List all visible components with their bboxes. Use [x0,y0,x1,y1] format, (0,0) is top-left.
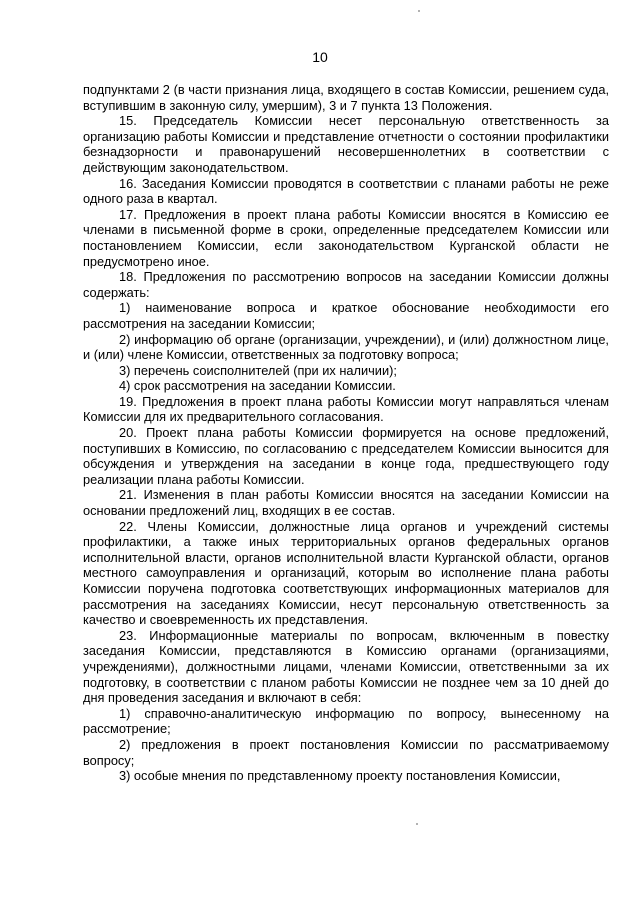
paragraph-continuation: подпунктами 2 (в части признания лица, входящего в состав Комиссии, решением суда, вступившим в законную силу, умершим), 3 и 7 пункта 13 Положения. [83,82,609,113]
paragraph-22: 22. Члены Комиссии, должностные лица органов и учреждений системы профилактики, а также иных территориальных органов федеральных органов исполнительной власти, органов исполнительной власти Курганской области, органов местного самоуправления и организаций, которым во исполнение плана работы Комиссии поручена подготовка соответствующих информационных материалов для рассмотрения на заседаниях Комиссии, несут персональную ответственность за качество и своевременность их представления. [83,518,609,628]
paragraph-23-item-2: 2) предложения в проект постановления Комиссии по рассматриваемому вопросу; [83,736,609,768]
paragraph-21: 21. Изменения в план работы Комиссии вносятся на заседании Комиссии на основании предложений лиц, входящих в ее состав. [83,487,609,519]
paragraph-16: 16. Заседания Комиссии проводятся в соответствии с планами работы не реже одного раза в квартал. [83,175,609,207]
paragraph-18: 18. Предложения по рассмотрению вопросов на заседании Комиссии должны содержать: [83,269,609,300]
paragraph-23-item-1: 1) справочно-аналитическую информацию по вопросу, вынесенному на рассмотрение; [83,705,609,737]
scan-speck [416,823,418,825]
paragraph-19: 19. Предложения в проект плана работы Комиссии могут направляться членам Комиссии для их предварительного согласования. [83,393,609,425]
paragraph-15: 15. Председатель Комиссии несет персональную ответственность за организацию работы Комиссии и представление отчетности о состоянии профилактики безнадзорности и правонарушений несовершеннолетних в соответствии с действующим законодательством. [83,113,609,175]
paragraph-18-item-4: 4) срок рассмотрения на заседании Комиссии. [119,378,396,394]
paragraph-17: 17. Предложения в проект плана работы Комиссии вносятся в Комиссию ее членами в письменной форме в сроки, определенные председателем Комиссии или постановлением Комиссии, если законодательством Курганской области не предусмотрено иное. [83,206,609,269]
document-body [83,82,609,784]
paragraph-18-item-2: 2) информацию об органе (организации, учреждении), и (или) должностном лице, и (или) члене Комиссии, ответственных за подготовку вопроса; [83,331,609,363]
paragraph-23-item-3: 3) особые мнения по представленному проекту постановления Комиссии, [119,768,561,784]
page-number: 10 [312,49,328,65]
scan-speck [418,10,420,12]
paragraph-18-item-1: 1) наименование вопроса и краткое обоснование необходимости его рассмотрения на заседании Комиссии; [83,300,609,331]
paragraph-23: 23. Информационные материалы по вопросам, включенным в повестку заседания Комиссии, представляются в Комиссию органами (организациями, учреждениями), должностными лицами, членами Комиссии, ответственными за их подготовку, в соответствии с планом работы Комиссии не позднее чем за 10 дней до дня проведения заседания и включают в себя: [83,627,609,706]
paragraph-18-item-3: 3) перечень соисполнителей (при их наличии); [119,362,397,378]
paragraph-20: 20. Проект плана работы Комиссии формируется на основе предложений, поступивших в Комиссию, по согласованию с председателем Комиссии выносится для обсуждения и утверждения на заседании в конце года, предшествующего году реализации плана работы Комиссии. [83,425,609,487]
